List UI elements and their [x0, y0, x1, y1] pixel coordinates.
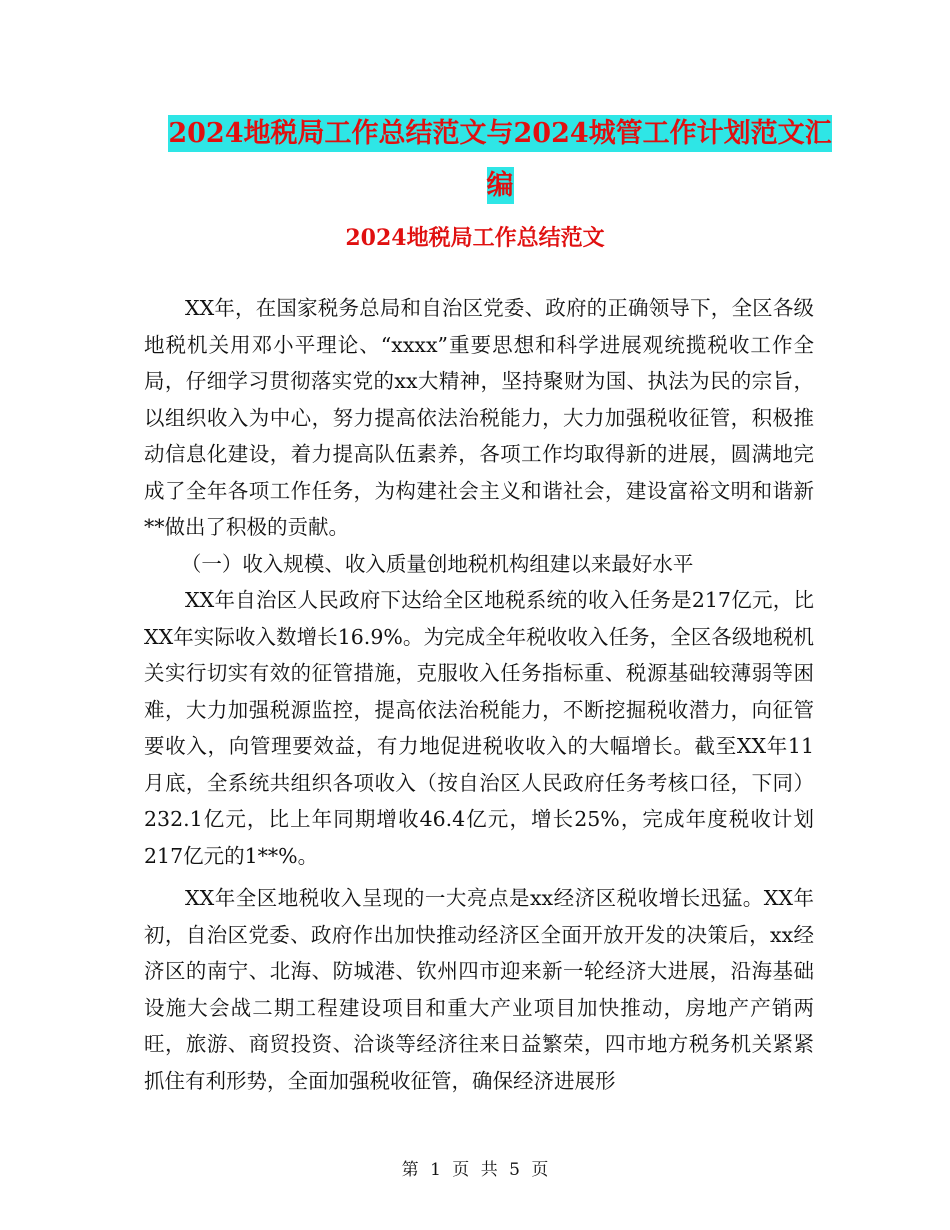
page-footer: 第 1 页 共 5 页 — [401, 1160, 549, 1180]
main-title-line-1: 2024地税局工作总结范文与2024城管工作计划范文汇 — [168, 115, 831, 152]
main-title-line-2: 编 — [487, 167, 514, 204]
paragraph-intro: XX年，在国家税务总局和自治区党委、政府的正确领导下，全区各级地税机关用邓小平理论、“xxxx”重要思想和科学进展观统揽税收工作全局，仔细学习贯彻落实党的xx大精神，坚持聚财为国、执法为民的宗旨，以组织收入为中心，努力提高依法治税能力，大力加强税收征管，积极推动信息化建设，着力提高队伍素养，各项工作均取得新的进展，圆满地完成了全年各项工作任务，为构建社会主义和谐社会，建设富裕文明和谐新**做出了积极的贡献。 — [144, 296, 814, 539]
section-title: 2024地税局工作总结范文 — [345, 225, 605, 251]
paragraph-revenue: XX年自治区人民政府下达给全区地税系统的收入任务是217亿元，比XX年实际收入数增长16.9%。为完成全年税收收入任务，全区各级地税机关实行切实有效的征管措施，克服收入任务指标重、税源基础较薄弱等困难，大力加强税源监控，提高依法治税能力，不断挖掘税收潜力，向征管要收入，向管理要效益，有力地促进税收收入的大幅增长。截至XX年11月底，全系统共组织各项收入（按自治区人民政府任务考核口径，下同）232.1亿元，比上年同期增收46.4亿元，增长25%，完成年度税收计划217亿元的1**%。 — [144, 588, 814, 868]
paragraph-highlight: XX年全区地税收入呈现的一大亮点是xx经济区税收增长迅猛。XX年初，自治区党委、政府作出加快推动经济区全面开放开发的决策后，xx经济区的南宁、北海、防城港、钦州四市迎来新一轮经济大进展，沿海基础设施大会战二期工程建设项目和重大产业项目加快推动，房地产产销两旺，旅游、商贸投资、洽谈等经济往来日益繁荣，四市地方税务机关紧紧抓住有利形势，全面加强税收征管，确保经济进展形 — [144, 886, 814, 1093]
document-main-title — [140, 108, 860, 212]
document-body — [144, 290, 814, 1099]
section-heading-1: （一）收入规模、收入质量创地税机构组建以来最好水平 — [180, 551, 694, 576]
